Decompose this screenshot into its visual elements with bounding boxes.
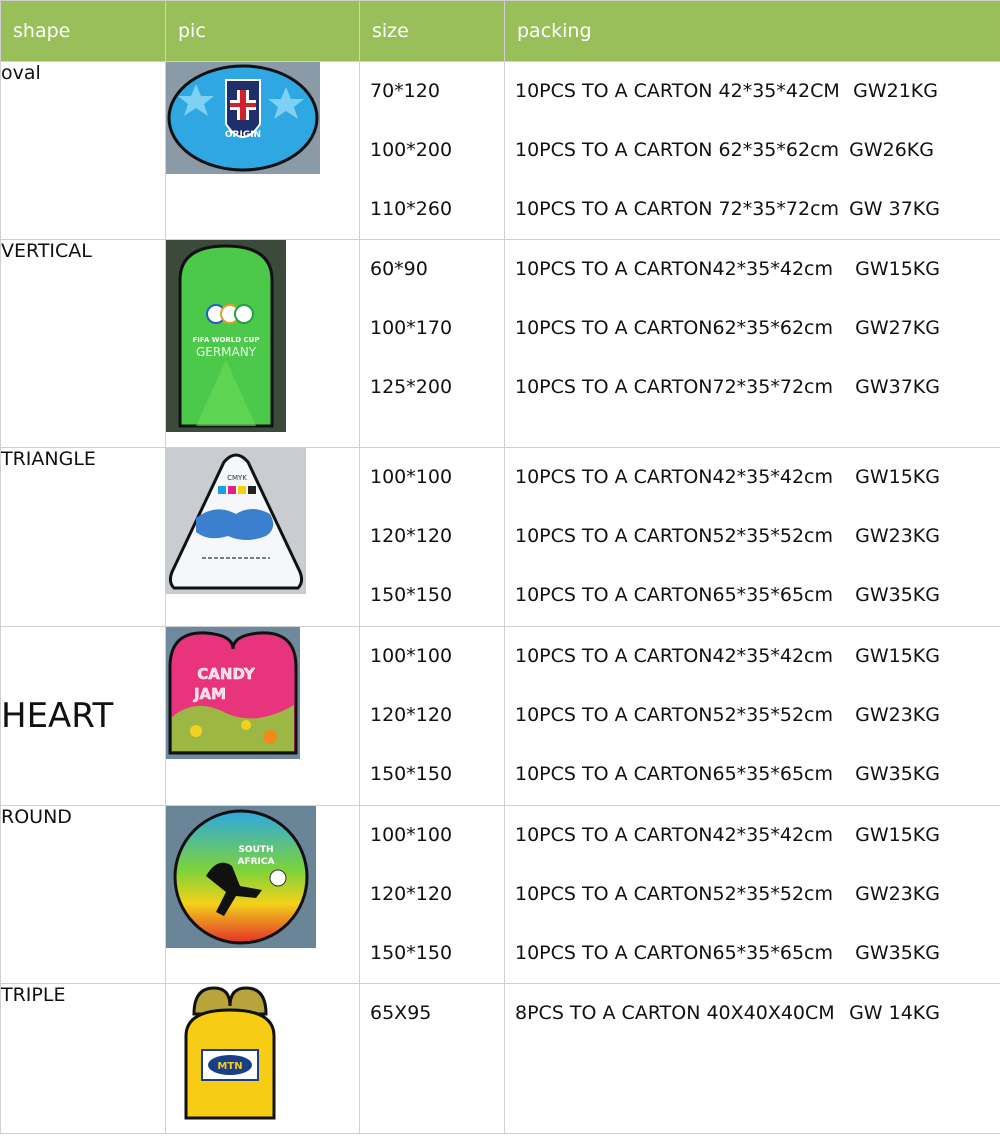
table-row	[1, 62, 1000, 240]
packing-text: 10PCS TO A CARTON42*35*42cm	[515, 258, 833, 280]
pic-cell	[166, 627, 360, 806]
gross-weight: GW27KG	[855, 317, 940, 339]
heart-line1-text: CANDY	[197, 665, 255, 683]
gross-weight: GW35KG	[855, 584, 940, 606]
packing-cell	[505, 448, 1000, 627]
header-row	[1, 1, 1000, 62]
heart-line2-text: JAM	[193, 685, 227, 703]
gross-weight: GW21KG	[853, 80, 938, 102]
size-cell	[360, 62, 505, 240]
packing-cell	[505, 806, 1000, 984]
table-row	[1, 448, 1000, 627]
heart-product-image	[166, 627, 300, 759]
gross-weight: GW26KG	[849, 139, 934, 161]
gross-weight: GW23KG	[855, 525, 940, 547]
triple-product-image	[180, 984, 280, 1124]
shape-cell: VERTICAL	[1, 240, 166, 448]
round-line1-text: SOUTH	[238, 845, 274, 855]
size-value: 100*100	[370, 466, 453, 488]
shape-cell: ROUND	[1, 806, 166, 984]
oval-product-image	[166, 62, 320, 174]
header-shape: shape	[1, 1, 166, 62]
packing-line	[505, 745, 1000, 804]
packing-text: 10PCS TO A CARTON 42*35*42CM	[515, 80, 840, 102]
size-value: 100*100	[370, 824, 453, 846]
vertical-line2-text: GERMANY	[195, 345, 257, 359]
packing-cell	[505, 984, 1000, 1134]
round-product-image	[166, 806, 316, 948]
packing-line	[505, 358, 1000, 417]
gross-weight: GW37KG	[855, 376, 940, 398]
pic-cell	[166, 806, 360, 984]
gross-weight: GW35KG	[855, 763, 940, 785]
pic-cell	[166, 240, 360, 448]
size-value: 150*150	[370, 584, 453, 606]
gross-weight: GW23KG	[855, 704, 940, 726]
size-cell	[360, 448, 505, 627]
packing-text: 8PCS TO A CARTON 40X40X40CM	[515, 1002, 835, 1024]
packing-line	[505, 240, 1000, 299]
packing-text: 10PCS TO A CARTON72*35*72cm	[515, 376, 833, 398]
gross-weight: GW 14KG	[849, 1002, 940, 1024]
size-value: 120*120	[370, 525, 453, 547]
size-value: 120*120	[370, 883, 453, 905]
vertical-line1-text: FIFA WORLD CUP	[192, 336, 260, 344]
packing-text: 10PCS TO A CARTON 62*35*62cm	[515, 139, 840, 161]
gross-weight: GW15KG	[855, 466, 940, 488]
packing-text: 10PCS TO A CARTON42*35*42cm	[515, 645, 833, 667]
packing-line	[505, 984, 1000, 1043]
packing-line	[505, 865, 1000, 924]
packing-text: 10PCS TO A CARTON42*35*42cm	[515, 466, 833, 488]
header-size: size	[360, 1, 505, 62]
size-value: 60*90	[370, 258, 428, 280]
size-cell	[360, 806, 505, 984]
oval-badge-text: ORIGIN	[224, 130, 262, 140]
size-value: 65X95	[370, 1002, 432, 1024]
gross-weight: GW23KG	[855, 883, 940, 905]
packing-line	[505, 448, 1000, 507]
shape-cell: oval	[1, 62, 166, 240]
pic-cell	[166, 62, 360, 240]
gross-weight: GW 37KG	[849, 198, 940, 220]
packing-line	[505, 686, 1000, 745]
packing-text: 10PCS TO A CARTON52*35*52cm	[515, 525, 833, 547]
packing-cell	[505, 627, 1000, 806]
packing-line	[505, 299, 1000, 358]
packing-text: 10PCS TO A CARTON 72*35*72cm	[515, 198, 840, 220]
packing-line	[505, 180, 1000, 239]
shape-cell: TRIPLE	[1, 984, 166, 1134]
size-value: 70*120	[370, 80, 440, 102]
size-cell	[360, 627, 505, 806]
packing-text: 10PCS TO A CARTON65*35*65cm	[515, 763, 833, 785]
packing-cell	[505, 240, 1000, 448]
packing-cell	[505, 62, 1000, 240]
packing-text: 10PCS TO A CARTON65*35*65cm	[515, 942, 833, 964]
packing-line	[505, 924, 1000, 983]
packing-text: 10PCS TO A CARTON52*35*52cm	[515, 883, 833, 905]
packing-line	[505, 566, 1000, 625]
triple-logo-text: MTN	[217, 1061, 243, 1072]
size-cell	[360, 240, 505, 448]
round-line2-text: AFRICA	[237, 857, 275, 867]
packing-text: 10PCS TO A CARTON52*35*52cm	[515, 704, 833, 726]
size-value: 150*150	[370, 942, 453, 964]
table-row	[1, 984, 1000, 1134]
size-value: 100*100	[370, 645, 453, 667]
packing-text: 10PCS TO A CARTON65*35*65cm	[515, 584, 833, 606]
size-value: 100*170	[370, 317, 453, 339]
gross-weight: GW15KG	[855, 645, 940, 667]
packing-line	[505, 806, 1000, 865]
vertical-product-image	[166, 240, 286, 432]
triangle-product-image	[166, 448, 306, 594]
pic-cell	[166, 984, 360, 1134]
size-value: 120*120	[370, 704, 453, 726]
pic-cell	[166, 448, 360, 627]
size-cell	[360, 984, 505, 1134]
size-value: 125*200	[370, 376, 453, 398]
size-value: 100*200	[370, 139, 453, 161]
packing-line	[505, 62, 1000, 121]
header-pic: pic	[166, 1, 360, 62]
gross-weight: GW15KG	[855, 824, 940, 846]
triangle-top-text: CMYK	[227, 474, 247, 482]
packing-line	[505, 121, 1000, 180]
shape-cell: HEART	[1, 627, 166, 806]
packing-text: 10PCS TO A CARTON62*35*62cm	[515, 317, 833, 339]
packing-line	[505, 507, 1000, 566]
header-packing: packing	[505, 1, 1000, 62]
gross-weight: GW35KG	[855, 942, 940, 964]
table-row	[1, 627, 1000, 806]
gross-weight: GW15KG	[855, 258, 940, 280]
shape-cell: TRIANGLE	[1, 448, 166, 627]
packing-line	[505, 627, 1000, 686]
table-row	[1, 806, 1000, 984]
size-value: 110*260	[370, 198, 453, 220]
table-row	[1, 240, 1000, 448]
size-value: 150*150	[370, 763, 453, 785]
packing-text: 10PCS TO A CARTON42*35*42cm	[515, 824, 833, 846]
